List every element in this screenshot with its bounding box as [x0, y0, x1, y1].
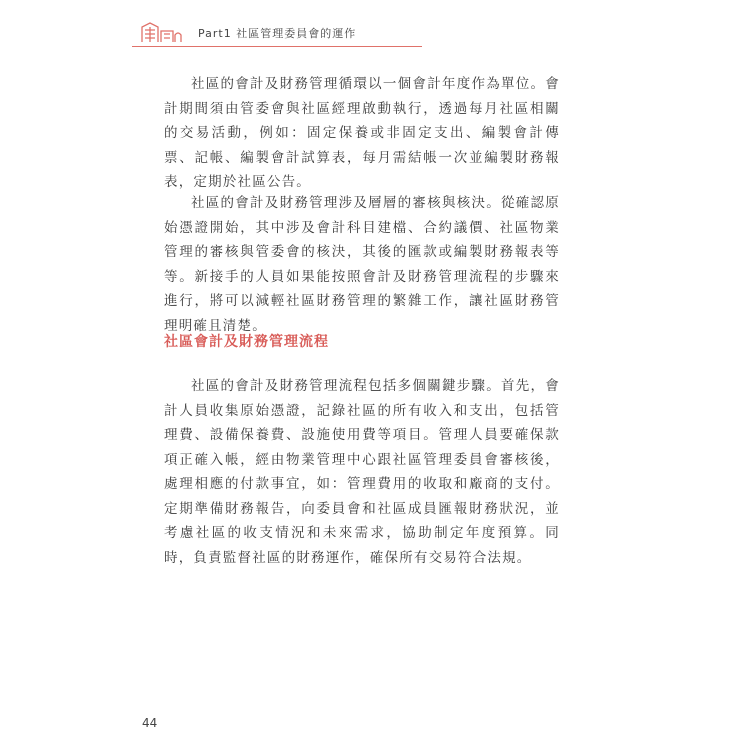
- paragraph-review-approval: 社區的會計及財務管理涉及層層的審核與核決。從確認原始憑證開始，其中涉及會計科目建檔、合約議價、社區物業管理的審核與管委會的核決，其後的匯款或編製財務報表等等。新接手的人員如果能按照會計及財務管理流程的步驟來進行，將可以減輕社區財務管理的繁雜工作，讓社區財務管理明確且清楚。: [164, 195, 560, 334]
- paragraph-process-steps: 社區的會計及財務管理流程包括多個關鍵步驟。首先，會計人員收集原始憑證，記錄社區的所有收入和支出，包括管理費、設備保養費、設施使用費等項目。管理人員要確保款項正確入帳，經由物業管理中心跟社區管理委員會審核後，處理相應的付款事宜，如：管理費用的收取和廠商的支付。定期準備財務報告，向委員會和社區成員匯報財務狀況，並考慮社區的收支情況和未來需求，協助制定年度預算。同時，負責監督社區的財務運作，確保所有交易符合法規。: [164, 378, 560, 566]
- running-header: [132, 20, 422, 47]
- building-logo-icon: [140, 21, 184, 43]
- section-heading: 社區會計及財務管理流程: [164, 334, 329, 350]
- paragraph-accounting-cycle: 社區的會計及財務管理循環以一個會計年度作為單位。會計期間須由管委會與社區經理啟動執行，透過每月社區相關的交易活動，例如：固定保養或非固定支出、編製會計傳票、記帳、編製會計試算表，每月需結帳一次並編製財務報表，定期於社區公告。: [164, 76, 560, 190]
- running-title: Part1 社區管理委員會的運作: [198, 27, 357, 40]
- page-number: 44: [142, 716, 158, 730]
